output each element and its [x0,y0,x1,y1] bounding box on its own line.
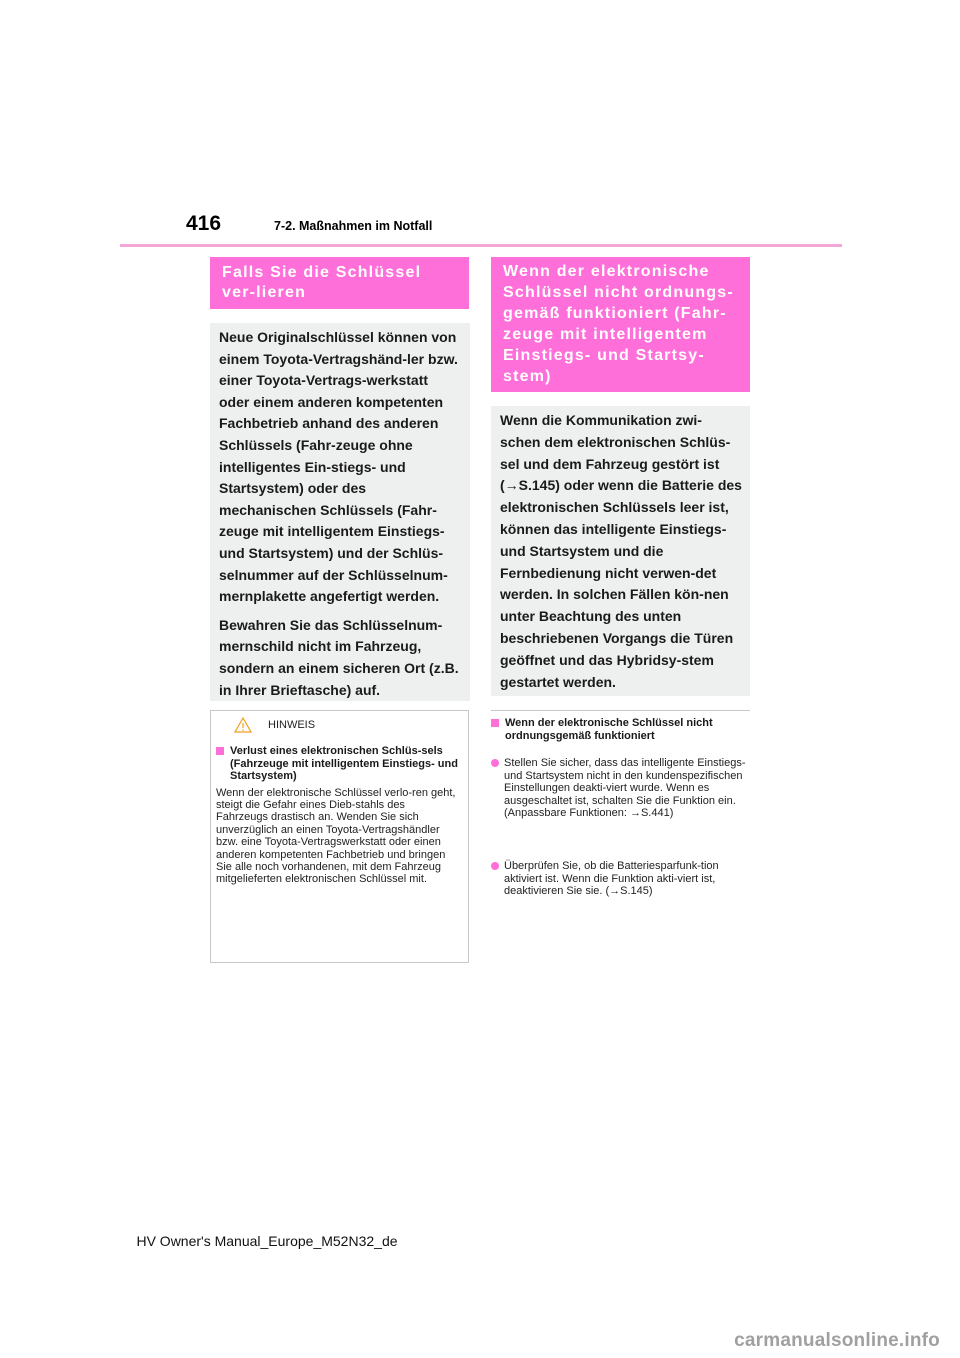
notice-label: HINWEIS [268,719,316,731]
round-bullet-icon [491,759,499,767]
subsection-heading-text: Wenn der elektronische Schlüssel nicht ordnungsgemäß funktioniert [505,717,713,742]
square-bullet-icon [216,747,224,755]
bullet-text: Stellen Sie sicher, dass das intelligente Einstiegs- und Startsystem nicht in den kundenspezifischen Einstellungen deakti-viert wurde. Wenn es ausgeschaltet ist, schalten Sie die Funktion ein. (Anpassbare Funktionen: →S.441) [504,757,746,820]
footer [0,1233,960,1249]
subsection-divider [491,710,750,711]
warning-triangle-icon [234,717,252,733]
bullet-item [491,860,750,898]
watermark: carmanualsonline.info [734,1330,940,1351]
lost-keys-info-box [210,323,470,701]
notice-subheading-text: Verlust eines elektronischen Schlüs-sels (Fahrzeuge mit intelligentem Einstiegs- und Startsystem) [230,745,458,782]
header-divider [120,244,842,247]
bullet-item [491,757,750,820]
section-heading-key-malfunction: Wenn der elektronische Schlüssel nicht ordnungs-gemäß funktioniert (Fahr-zeuge mit intelligentem Einstiegs- und Startsy-stem) [491,257,750,392]
info-paragraph: Wenn die Kommunikation zwi-schen dem elektronischen Schlüs-sel und dem Fahrzeug gestört ist (→S.145) oder wenn die Batterie des elektronischen Schlüssels leer ist, können das intelligente Einstiegs- und Startsystem und die Fernbedienung nicht verwen-det werden. In solchen Fällen kön-nen unter Beachtung des unten beschriebenen Vorgangs die Türen geöffnet und das Hybridsy-stem gestartet werden. [500,412,742,690]
square-bullet-icon [491,719,499,727]
key-malfunction-info-box [491,406,750,696]
info-paragraph: Neue Originalschlüssel können von einem Toyota-Vertragshänd-ler bzw. einer Toyota-Vertrags-werkstatt oder einem anderen kompetenten Fachbetrieb anhand des anderen Schlüssels (Fahr-zeuge ohne intelligentes Ein-stiegs- und Startsystem) oder des mechanischen Schlüssels (Fahr-zeuge mit intelligentem Einstiegs- und Startsystem) und der Schlüs-selnummer auf der Schlüsselnum-mernplakette angefertigt werden. [219,329,458,605]
notice-text: Wenn der elektronische Schlüssel verlo-ren geht, steigt die Gefahr eines Dieb-stahls des Fahrzeugs drastisch an. Wenden Sie sich unverzüglich an einen Toyota-Vertragshändler bzw. eine Toyota-Vertragswerkstatt oder einen anderen kompetenten Fachbetrieb und bringen Sie alle noch vorhandenen, mit dem Fahrzeug mitgelieferten elektronischen Schlüssel mit. [216,786,456,886]
notice-header [216,711,458,739]
info-paragraph: Bewahren Sie das Schlüsselnum-mernschild nicht im Fahrzeug, sondern an einem sicheren Ort (z.B. in Ihrer Brieftasche) auf. [219,616,459,698]
page-number: 416 [186,212,222,235]
notice-subheading [216,745,458,783]
chapter-title: 7-2. Maßnahmen im Notfall [274,219,433,233]
section-heading-lost-keys: Falls Sie die Schlüssel ver-lieren [210,257,469,309]
round-bullet-icon [491,862,499,870]
notice-box [210,710,469,963]
footer-text: HV Owner's Manual_Europe_M52N32_de [136,1233,398,1249]
bullet-text: Überprüfen Sie, ob die Batteriesparfunk-tion aktiviert ist. Wenn die Funktion akti-viert ist, deaktivieren Sie sie. (→S.145) [504,860,719,898]
subsection-heading [491,717,764,742]
